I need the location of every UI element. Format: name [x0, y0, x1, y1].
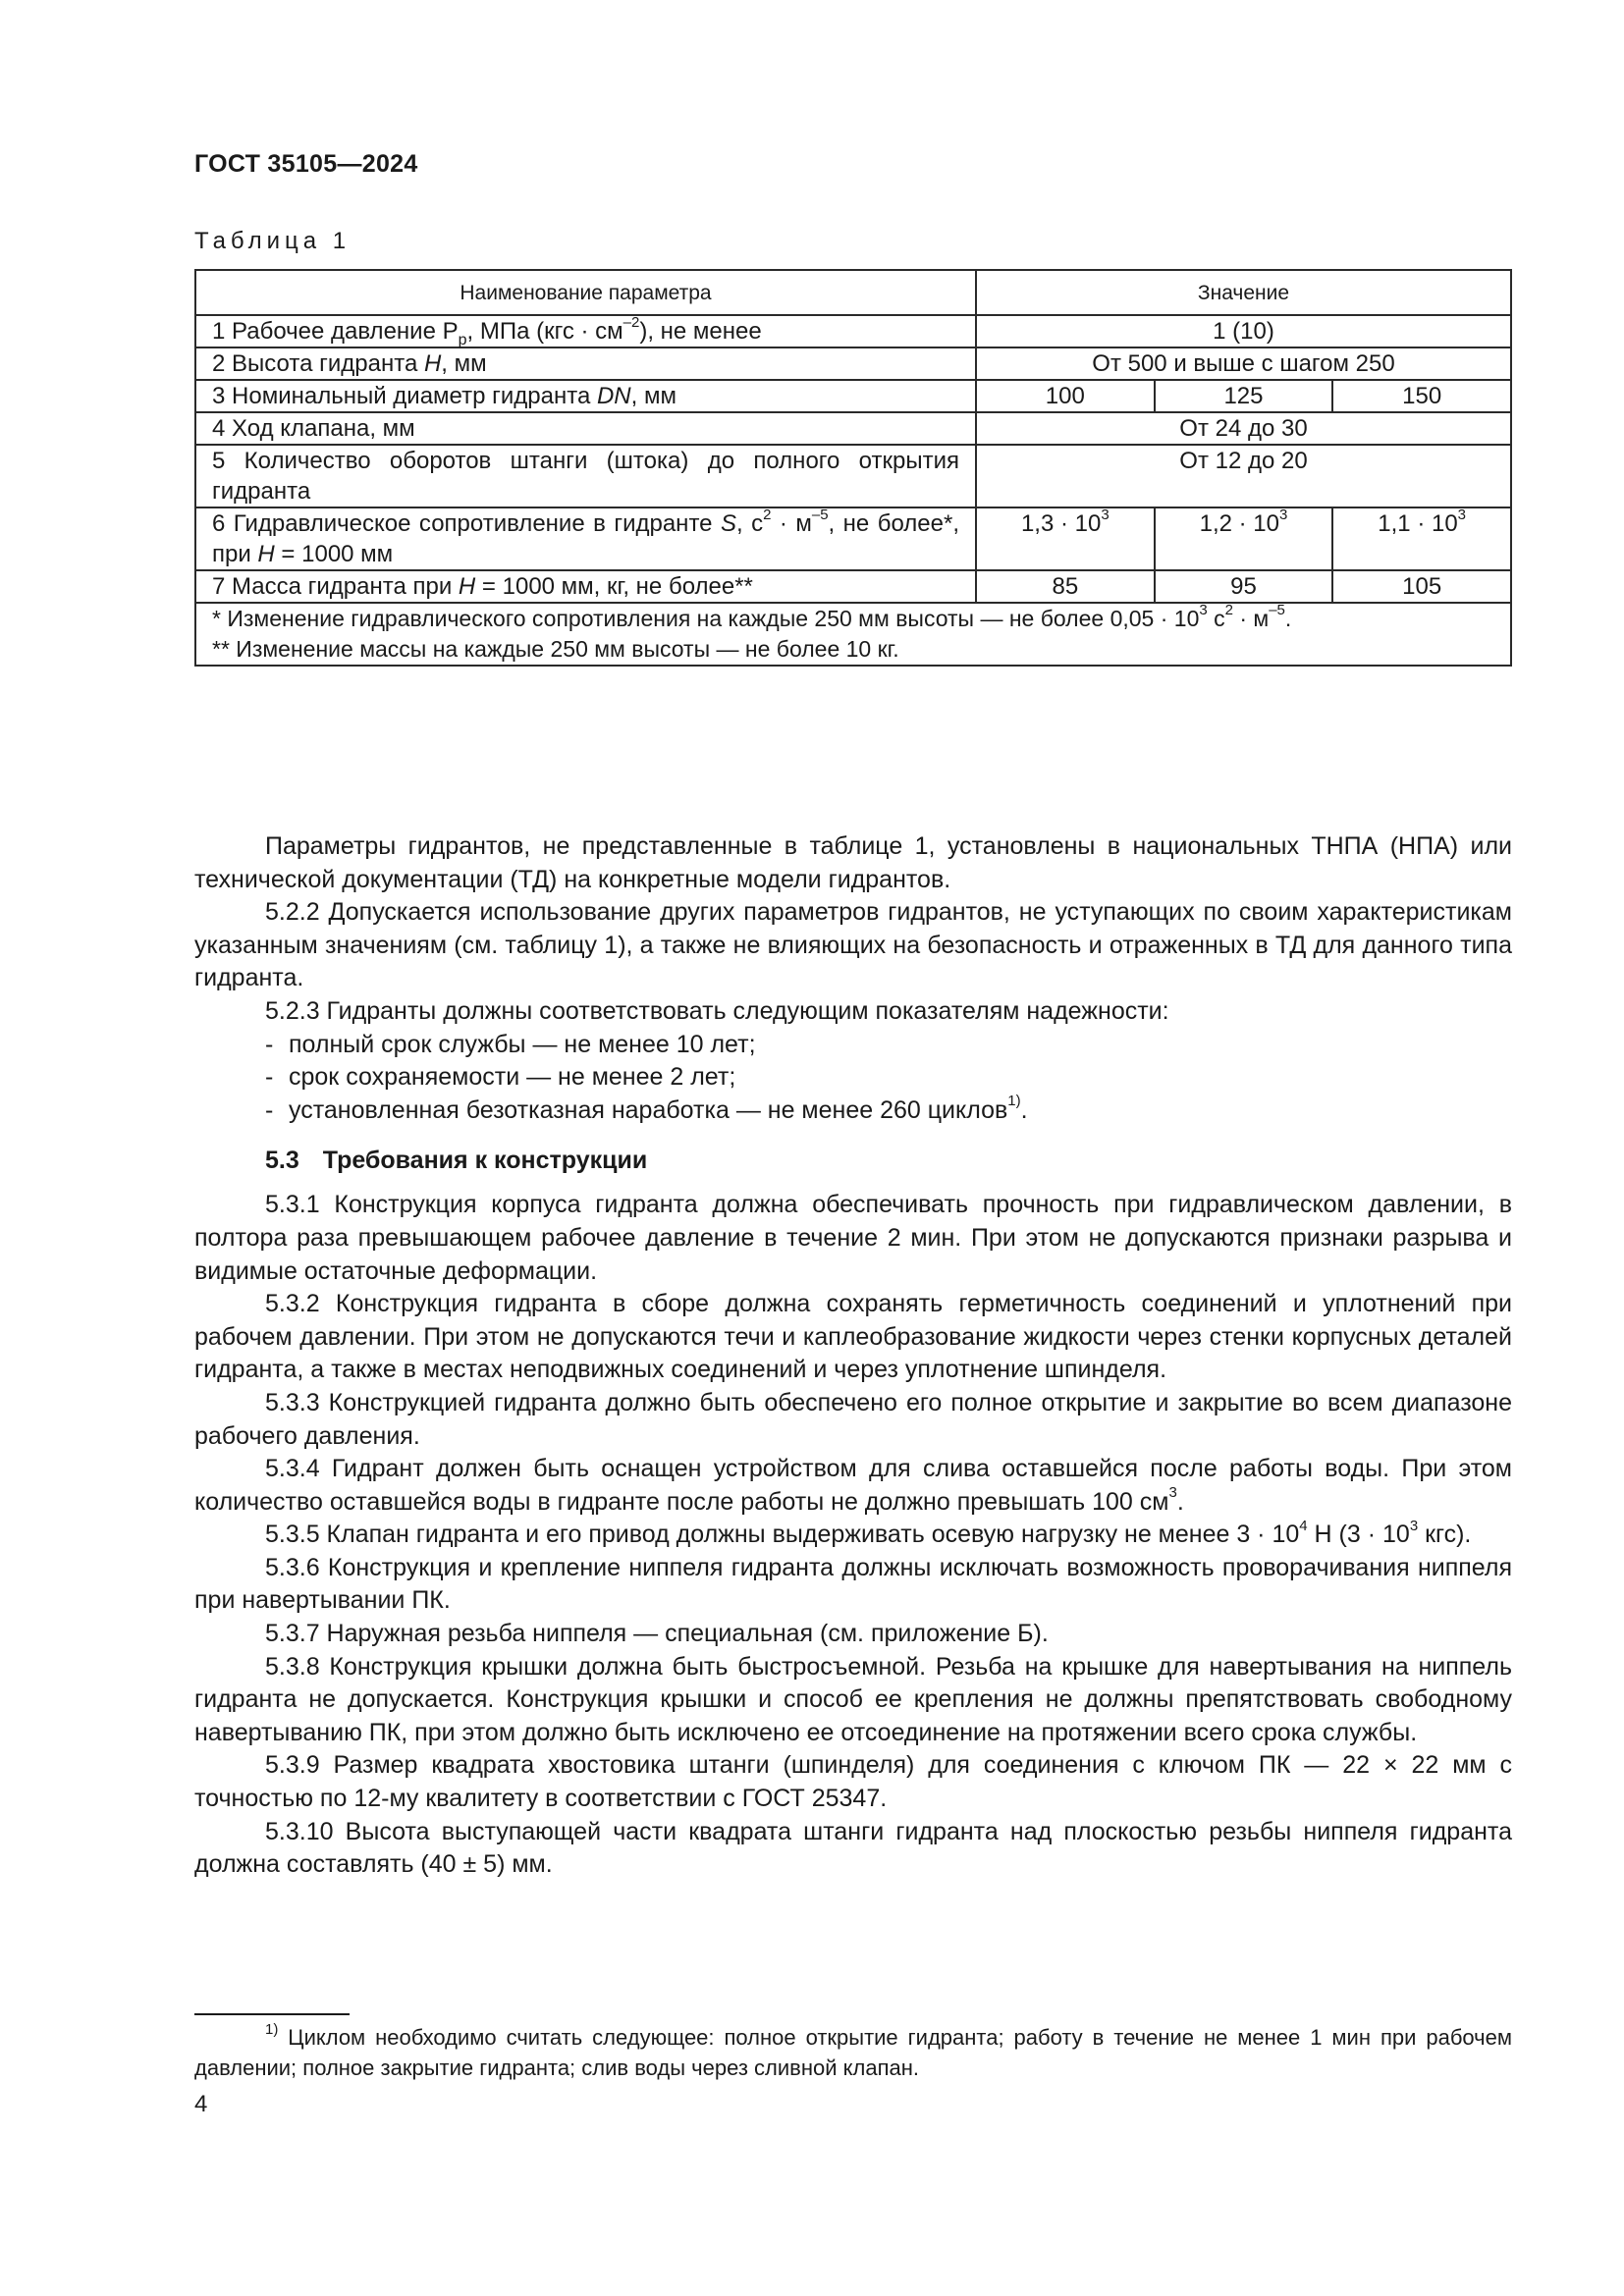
page-number: 4 [194, 2091, 208, 2117]
param-value-dn125: 95 [1155, 570, 1333, 603]
body-text [194, 830, 1512, 1882]
list-marker: - [265, 1063, 274, 1092]
footnote-divider [194, 2013, 350, 2015]
table-note-2: ** Изменение массы на каждые 250 мм высоты — не более 10 кг. [212, 636, 899, 662]
param-name: 5 Количество оборотов штанги (штока) до полного открытия гидранта [195, 445, 976, 507]
column-header-value: Значение [976, 270, 1511, 315]
paragraph-5-3-5: 5.3.5 Клапан гидранта и его привод должны выдерживать осевую нагрузку не менее $3 \cdot 10^4$ Н ($3 \cdot 10^3$ кгс). [265, 1517, 1472, 1549]
param-name: 7 Масса гидранта при H = 1000 мм, кг, не более** [195, 570, 976, 603]
param-value-dn100: 85 [976, 570, 1155, 603]
table-row [195, 445, 1511, 507]
list-marker: - [265, 1095, 274, 1124]
param-name: 1 Рабочее давление $P_р$, МПа $(кгс \cdot см^{-2})$, не менее [195, 315, 976, 347]
list-item: - установленная безотказная наработка — не менее 260 циклов$^{1)}$. [194, 1095, 1512, 1128]
footnote: $^{1)}$ Циклом необходимо считать следующее: полное открытие гидранта; работу в течение не менее 1 мин при рабочем давлении; полное закрытие гидранта; слив воды через сливной клапан. [194, 2020, 1512, 2080]
footnote-ref: 1) [1007, 1093, 1021, 1110]
param-value-dn150: $1,1 \cdot 10^3$ [1332, 507, 1511, 570]
table-notes [195, 603, 1511, 666]
paragraph-5-2-2: 5.2.2 Допускается использование других параметров гидрантов, не уступающих по своим характеристикам указанным значениям (см. таблицу 1), а также не влияющих на безопасность и отраженных в ТД для данного типа гидранта. [194, 898, 1512, 992]
param-name: 2 Высота гидранта H, мм [195, 347, 976, 380]
param-name: 3 Номинальный диаметр гидранта DN, мм [195, 380, 976, 412]
paragraph-5-3-1: 5.3.1 Конструкция корпуса гидранта должна обеспечивать прочность при гидравлическом давлении, в полтора раза превышающем рабочее давление в течение 2 мин. При этом не допускаются признаки разрыва и видимые остаточные деформации. [194, 1191, 1512, 1285]
list-item: - полный срок службы — не менее 10 лет; [194, 1029, 1512, 1062]
list-item: - срок сохраняемости — не менее 2 лет; [194, 1061, 1512, 1095]
paragraph: Параметры гидрантов, не представленные в таблице 1, установлены в национальных ТНПА (НПА) или технической документации (ТД) на конкретные модели гидрантов. [194, 832, 1512, 893]
paragraph-5-3-9: 5.3.9 Размер квадрата хвостовика штанги (шпинделя) для соединения с ключом ПК — 22 × 22 мм с точностью по 12-му квалитету в соответствии с ГОСТ 25347. [194, 1751, 1512, 1813]
param-value-dn125: 125 [1155, 380, 1333, 412]
param-value-dn150: 150 [1332, 380, 1511, 412]
list-marker: - [265, 1030, 274, 1058]
table-row [195, 380, 1511, 412]
paragraph-5-3-4: 5.3.4 Гидрант должен быть оснащен устройством для слива оставшейся после работы воды. При этом количество оставшейся воды в гидранте после работы не должно превышать 100 $см^3$. [194, 1455, 1512, 1516]
param-value: От 500 и выше с шагом 250 [976, 347, 1511, 380]
table-row [195, 412, 1511, 445]
paragraph-5-3-7: 5.3.7 Наружная резьба ниппеля — специальная (см. приложение Б). [265, 1620, 1049, 1648]
table-notes-row [195, 603, 1511, 666]
paragraph-5-3-3: 5.3.3 Конструкцией гидранта должно быть обеспечено его полное открытие и закрытие во всем диапазоне рабочего давления. [194, 1388, 1512, 1450]
param-value: От 24 до 30 [976, 412, 1511, 445]
param-value-dn125: $1,2 \cdot 10^3$ [1155, 507, 1333, 570]
paragraph-5-3-6: 5.3.6 Конструкция и крепление ниппеля гидранта должны исключать возможность проворачивания ниппеля при навертывании ПК. [194, 1553, 1512, 1615]
parameters-table [194, 269, 1512, 667]
param-value-dn100: 100 [976, 380, 1155, 412]
footnote-marker: 1) [265, 2020, 279, 2038]
param-name: 6 Гидравлическое сопротивление в гидранте S, $с^2 \cdot м^{-5}$, не более*, при H = 1000 мм [195, 507, 976, 570]
table-row [195, 570, 1511, 603]
column-header-parameter: Наименование параметра [195, 270, 976, 315]
paragraph-5-3-2: 5.3.2 Конструкция гидранта в сборе должна сохранять герметичность соединений и уплотнений при рабочем давлении. При этом не допускаются течи и каплеобразование жидкости через стенки корпусных деталей гидранта, а также в местах неподвижных соединений и через уплотнение шпинделя. [194, 1290, 1512, 1384]
table-header-row [195, 270, 1511, 315]
table-caption: Таблица 1 [194, 228, 352, 254]
paragraph-5-3-8: 5.3.8 Конструкция крышки должна быть быстросъемной. Резьба на крышке для навертывания на ниппель гидранта не допускается. Конструкция крышки и способ ее крепления не должны препятствовать свободному навертыванию ПК, при этом должно быть исключено ее отсоединение на протяжении всего срока службы. [194, 1652, 1512, 1746]
section-heading-5-3: 5.3 Требования к конструкции [265, 1147, 648, 1175]
param-value: 1 (10) [976, 315, 1511, 347]
document-header: ГОСТ 35105—2024 [194, 150, 418, 178]
table-note-1: * Изменение гидравлического сопротивления на каждые 250 мм высоты — не более $0,05 \cdot 10^3$ $с^2 \cdot м^{-5}$. [212, 602, 1292, 631]
param-value: От 12 до 20 [976, 445, 1511, 507]
param-value-dn150: 105 [1332, 570, 1511, 603]
table-row [195, 507, 1511, 570]
paragraph-5-2-3: 5.2.3 Гидранты должны соответствовать следующим показателям надежности: [265, 996, 1169, 1025]
param-value-dn100: $1,3 \cdot 10^3$ [976, 507, 1155, 570]
paragraph-5-3-10: 5.3.10 Высота выступающей части квадрата штанги гидранта над плоскостью резьбы ниппеля гидранта должна составлять (40 ± 5) мм. [194, 1817, 1512, 1879]
param-name: 4 Ход клапана, мм [195, 412, 976, 445]
table-row [195, 315, 1511, 347]
table-row [195, 347, 1511, 380]
